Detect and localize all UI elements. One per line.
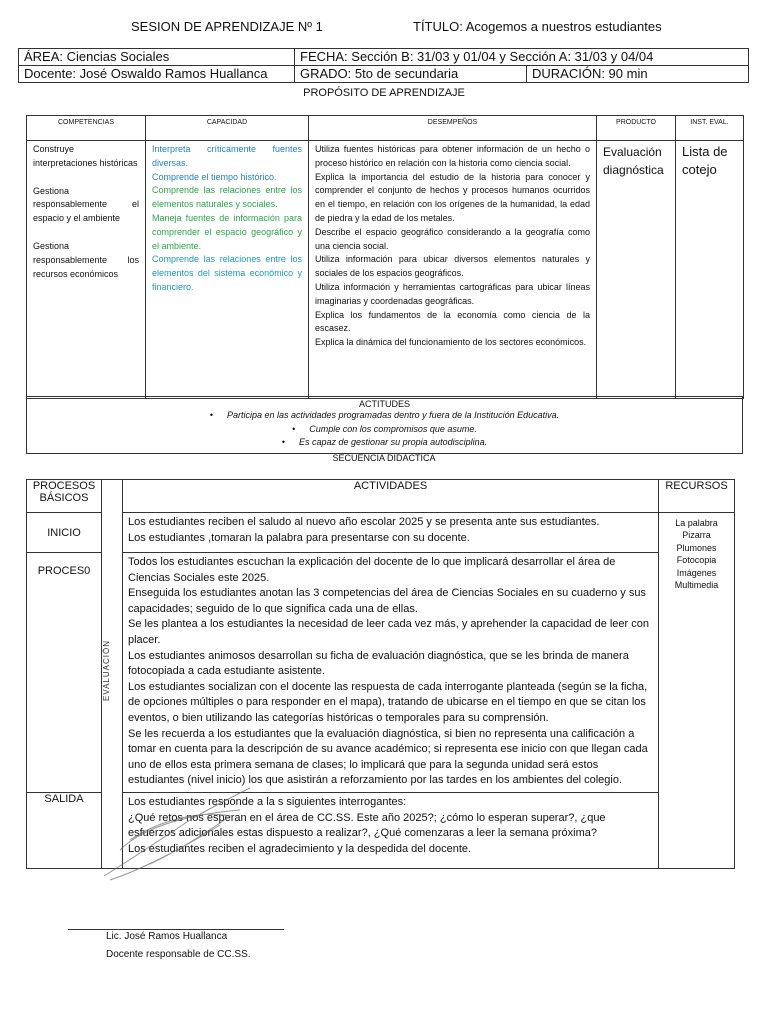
actividades-proceso [123,553,659,793]
header-inst-eval: INST. EVAL. [676,116,744,141]
recurso-item: La palabra [675,518,718,528]
evaluacion-label: EVALUACIÓN [102,640,111,701]
recurso-item: Pizarra [682,530,711,541]
signature-scribble [90,780,270,900]
actividad-line: Los estudiantes responde a la s siguientes interrogantes: [128,796,407,808]
area-cell: ÁREA: Ciencias Sociales [19,49,295,66]
bullet-icon: • [209,410,213,420]
info-table [18,48,749,83]
signature-role: Docente responsable de CC.SS. [106,949,251,960]
actividad-line: Enseguida los estudiantes anotan las 3 competencias del área de Ciencias Sociales en su cuaderno y sus capacidades; seguido de lo que significa cada una de ellas. [128,587,646,615]
bullet-icon: • [292,423,296,434]
signature-name: Lic. José Ramos Huallanca [106,931,228,942]
recurso-item: Plumones [676,542,717,553]
secuencia-heading: SECUENCIA DIDÁCTICA [332,453,436,463]
inst-eval-cell: Lista de cotejo [676,141,744,399]
desempenos-cell [309,141,597,399]
desempeno-item: Utiliza fuentes históricas para obtener información de un hecho o proceso histórico en relación con la historia como ciencia social. [315,144,590,168]
desempeno-item: Explica la dinámica del funcionamiento de los sectores económicos. [315,337,587,348]
capacidad-item: Comprende las relaciones entre los elementos del sistema económico y financiero. [152,254,302,292]
proceso-salida: SALIDA [27,793,102,869]
competencias-table [26,115,744,399]
capacidad-item: Interpreta críticamente fuentes diversas. [152,144,302,168]
grado-cell: GRADO: 5to de secundaria [295,66,527,83]
capacidad-item: Comprende las relaciones entre los elementos naturales y sociales. [152,185,302,210]
actividad-line: ¿Qué retos nos esperan en el área de CC.SS. Este año 2025?; ¿cómo lo esperan superar?, ¿que esfuerzos adicionales estas dispuesto a realizar?, ¿Qué comenzaras a leer la semana próxima? [128,811,606,840]
actividad-line: Los estudiantes ,tomaran la palabra para presentarse con su docente. [128,531,470,544]
header-procesos: PROCESOS BÁSICOS [27,480,102,513]
capacidad-item: Comprende el tiempo histórico. [152,171,277,182]
competencia-item: Gestiona responsablemente el espacio y el ambiente [33,185,139,224]
proposito-heading: PROPÓSITO DE APRENDIZAJE [303,87,465,99]
recurso-item: Imágenes [676,567,717,578]
proceso-inicio: INICIO [27,513,102,553]
actitudes-title: ACTITUDES [358,399,410,409]
header-competencias: COMPETENCIAS [27,116,146,141]
desempeno-item: Describe el espacio geográfico considerando a la geografía como una ciencia social. [315,226,590,251]
desempeno-item: Utiliza información para ubicar diversos elementos naturales y sociales de los espacios geográficos. [315,254,590,279]
actividades-inicio [123,513,659,553]
actitudes-list [27,409,742,450]
actividad-line: Los estudiantes reciben el saludo al nuevo año escolar 2025 y se presenta ante sus estudiantes. [128,516,600,528]
actividad-line: Se les recuerda a los estudiantes que la evaluación diagnóstica, si bien no representa una calificación a tomar en cuenta para la descripción de su avance académico; si representa ese inicio con que llegan cada uno de ellos esta primera semana de clases; lo implicará que para la segunda unidad será estos estudiantes (nivel inicio) los que asistirán a reforzamiento por las tardes en los ambientes del colegio. [128,727,648,787]
recurso-item: Fotocopia [676,555,717,566]
desempeno-item: Utiliza información y herramientas cartográficas para ubicar líneas imaginarias y coordenadas geográficas. [315,281,590,306]
competencia-item: Gestiona responsablemente los recursos económicos [33,240,139,279]
session-title: TÍTULO: Acogemos a nuestros estudiantes [413,19,662,34]
actividad-line: Los estudiantes animosos desarrollan su ficha de evaluación diagnóstica, que se les brinda de manera fotocopiada a cada estudiante asistente. [128,649,629,678]
header-capacidad: CAPACIDAD [146,116,309,141]
actividad-line: Los estudiantes reciben el agradecimiento y la despedida del docente. [128,842,472,855]
recurso-item: Multimedia [674,580,719,591]
bullet-icon: • [281,437,286,447]
desempeno-item: Explica los fundamentos de la economía como ciencia de la escasez. [315,309,590,334]
actitud-item: • Participa en las actividades programadas dentro y fuera de la Institución Educativa. [209,410,560,420]
competencias-cell [27,141,146,399]
signature-line [68,929,284,930]
actitud-item: • Es capaz de gestionar su propia autodisciplina. [281,437,488,447]
desempeno-item: Explica la importancia del estudio de la historia para conocer y comprender el conjunto de hechos y procesos humanos ocurridos en el tiempo, en relación con los orígenes de la humanidad, la edad de piedra y la edad de los metales. [315,171,590,223]
actividad-line: Se les plantea a los estudiantes la necesidad de leer cada vez más, y aprehender la capacidad de leer con placer. [128,618,650,646]
producto-cell: Evaluación diagnóstica [597,141,676,399]
actitud-item: • Cumple con los compromisos que asume. [292,423,477,434]
actitudes-box [26,396,743,454]
competencia-item: Construye interpretaciones históricas [33,144,138,168]
header-producto: PRODUCTO [597,116,676,141]
docente-cell: Docente: José Oswaldo Ramos Huallanca [19,66,295,83]
header-recursos: RECURSOS [659,480,735,513]
fecha-cell: FECHA: Sección B: 31/03 y 01/04 y Sección A: 31/03 y 04/04 [295,49,749,66]
capacidades-cell [146,141,309,399]
actividad-line: Todos los estudiantes escuchan la explicación del docente de lo que implicará desarrollar el área de Ciencias Sociales este 2025. [128,556,616,584]
header-desempenos: DESEMPEÑOS [309,116,597,141]
session-number: SESION DE APRENDIZAJE Nº 1 [131,19,323,34]
proceso-proceso: PROCES0 [27,553,102,793]
header-actividades: ACTIVIDADES [123,480,659,513]
recursos-cell [659,513,735,869]
capacidad-item: Maneja fuentes de información para comprender el espacio geográfico y el ambiente. [152,212,302,251]
duracion-cell: DURACIÓN: 90 min [527,66,749,83]
actividad-line: Los estudiantes socializan con el docente las respuesta de cada interrogante planteada (según se la ficha, de opciones múltiples o para responder en el mapa), tratando de ubicarse en el tiempo en que se citan los eventos, o bien utilizando las categorías históricas o temporales para su comprensión. [128,680,648,724]
